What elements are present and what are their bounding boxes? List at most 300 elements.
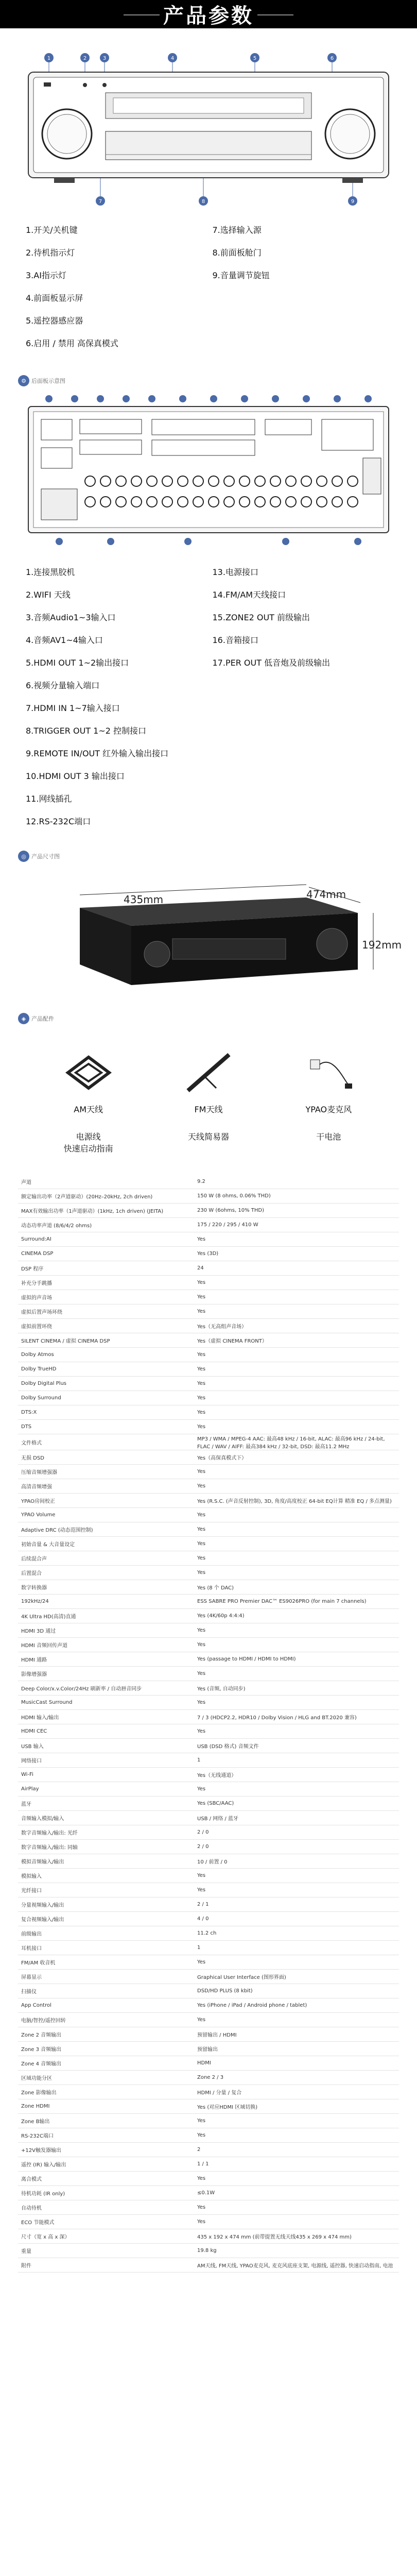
spec-key: USB 输入 <box>18 1739 194 1753</box>
spec-row <box>18 1869 399 1883</box>
spec-key: 光纤接口 <box>18 1883 194 1897</box>
spec-value: Yes <box>194 1479 399 1494</box>
callout-3: 3 <box>102 56 107 61</box>
spec-key: 数字音频输入/输出: 光纤 <box>18 1825 194 1840</box>
spec-key: 补充分手跳播 <box>18 1276 194 1290</box>
dimension-height: 192mm <box>362 939 402 951</box>
spec-value: Yes <box>194 1362 399 1377</box>
spec-row <box>18 1955 399 1970</box>
spec-row <box>18 1926 399 1941</box>
accessories-section-icon: ◈ <box>18 1013 29 1024</box>
spec-value: ESS SABRE PRO Premier DAC™ ES9026PRO (for main 7 channels) <box>194 1595 399 1609</box>
spec-value: AM天线, FM天线, YPAO麦克风, 麦克风底座支架, 电源线, 遥控器, 快速启动指南, 电池 <box>194 2258 399 2273</box>
spec-row <box>18 1797 399 1811</box>
front-legend-item: 6.启用 / 禁用 高保真模式 <box>26 338 118 348</box>
spec-value: Yes <box>194 1782 399 1797</box>
spec-row <box>18 1652 399 1667</box>
front-legend-item: 3.AI指示灯 <box>26 270 66 280</box>
spec-row <box>18 2042 399 2056</box>
spec-key: 附件 <box>18 2258 194 2273</box>
spec-row <box>18 1623 399 1638</box>
spec-row <box>18 1984 399 1998</box>
spec-row <box>18 1276 399 1290</box>
spec-key: DTS <box>18 1420 194 1434</box>
am-antenna-icon <box>58 1049 119 1096</box>
spec-key: DSP 程序 <box>18 1261 194 1276</box>
spec-key: HDMI 通路 <box>18 1652 194 1667</box>
spec-row <box>18 1232 399 1247</box>
rear-panel-header <box>18 370 399 391</box>
spec-value: 2 / 0 <box>194 1840 399 1854</box>
spec-value: Yes <box>194 1508 399 1522</box>
spec-row <box>18 1551 399 1566</box>
spec-row <box>18 1753 399 1768</box>
spec-key: 压缩音频增强器 <box>18 1465 194 1479</box>
spec-value: Yes <box>194 1623 399 1638</box>
spec-row <box>18 1638 399 1652</box>
spec-value: Yes <box>194 1566 399 1580</box>
page-header <box>0 0 417 28</box>
spec-key: HDMI CEC <box>18 1724 194 1739</box>
spec-key: 初始音量 & 大音量设定 <box>18 1537 194 1551</box>
spec-key: 音频输入模拟/输入 <box>18 1811 194 1825</box>
spec-value: Yes (passage to HDMI / HDMI to HDMI) <box>194 1652 399 1667</box>
spec-value: Yes (音频, 自动同步) <box>194 1681 399 1696</box>
spec-value: Yes（虚拟 CINEMA FRONT） <box>194 1333 399 1348</box>
spec-row <box>18 2172 399 2186</box>
spec-value: Yes <box>194 1537 399 1551</box>
spec-value: Yes (对应HDMI 区域切换) <box>194 2099 399 2114</box>
spec-value: Yes <box>194 1405 399 1420</box>
spec-value: Graphical User Interface (图形界面) <box>194 1970 399 1984</box>
spec-key: 影像增强器 <box>18 1667 194 1681</box>
rear-legend-item: 11.网线插孔 <box>26 794 72 804</box>
spec-value: Yes <box>194 1348 399 1362</box>
spec-value: Yes <box>194 1232 399 1247</box>
spec-row <box>18 1479 399 1494</box>
spec-key: HDMI 输入/输出 <box>18 1710 194 1724</box>
accessories-list <box>18 1029 399 1164</box>
spec-key: MAX有效输出功率（1声道驱动）(1kHz, 1ch driven) (JEITA) <box>18 1204 194 1218</box>
spec-row <box>18 1175 399 1189</box>
spec-value: Yes（无线通道） <box>194 1768 399 1782</box>
accessory-item <box>42 1049 135 1154</box>
spec-key: 前级输出 <box>18 1926 194 1941</box>
dimension-depth: 474mm <box>306 888 346 901</box>
spec-row <box>18 2229 399 2244</box>
accessories-header <box>18 1008 399 1029</box>
spec-key: App Control <box>18 1998 194 2013</box>
spec-key: 模拟音频输入/输出 <box>18 1854 194 1869</box>
callout-1: 1 <box>47 56 51 61</box>
accessory-name: YPAO麦克风 <box>305 1105 352 1114</box>
dimensions-section <box>18 846 402 1001</box>
spec-value: 10 / 前置 / 0 <box>194 1854 399 1869</box>
spec-value: Yes (R.S.C. (声音反射控制), 3D, 角度/高度校正 64-bit EQ计算 精准 EQ / 多点测量) <box>194 1494 399 1508</box>
spec-value: Yes <box>194 1883 399 1897</box>
spec-row <box>18 2143 399 2157</box>
spec-row <box>18 1710 399 1724</box>
spec-row <box>18 1465 399 1479</box>
spec-key: 扫描仪 <box>18 1984 194 1998</box>
spec-key: DTS:X <box>18 1405 194 1420</box>
spec-key: SILENT CINEMA / 虚拟 CINEMA DSP <box>18 1333 194 1348</box>
product-dimensions-image <box>18 867 399 995</box>
spec-row <box>18 1391 399 1405</box>
spec-row <box>18 1508 399 1522</box>
fm-antenna-icon <box>178 1049 239 1096</box>
spec-row <box>18 1362 399 1377</box>
spec-value: 11.2 ch <box>194 1926 399 1941</box>
spec-key: 额定输出功率（2声道驱动）(20Hz–20kHz, 2ch driven) <box>18 1189 194 1204</box>
accessory-item <box>282 1049 375 1154</box>
spec-key: YPAO房间校正 <box>18 1494 194 1508</box>
rear-legend-item: 10.HDMI OUT 3 输出接口 <box>26 771 125 781</box>
spec-row <box>18 2071 399 2085</box>
spec-value: Yes (8 个 DAC) <box>194 1580 399 1595</box>
spec-value: Yes (iPhone / iPad / Android phone / tablet) <box>194 1998 399 2013</box>
spec-value: Yes <box>194 1724 399 1739</box>
callout-7: 7 <box>98 199 102 205</box>
spec-value: Yes <box>194 1276 399 1290</box>
spec-key: 复合视频输入/输出 <box>18 1912 194 1926</box>
spec-key: Wi-Fi <box>18 1768 194 1782</box>
spec-value: 230 W (6ohms, 10% THD) <box>194 1204 399 1218</box>
spec-row <box>18 1609 399 1623</box>
rear-panel-section-label: 后面板示意图 <box>31 378 65 384</box>
spec-value: Yes <box>194 1391 399 1405</box>
spec-row <box>18 2027 399 2042</box>
spec-value: 150 W (8 ohms, 0.06% THD) <box>194 1189 399 1204</box>
rear-legend-item: 9.REMOTE IN/OUT 红外输入输出接口 <box>26 749 169 758</box>
spec-key: 网络接口 <box>18 1753 194 1768</box>
spec-value: Yes <box>194 1290 399 1304</box>
rear-legend-item: 13.电源接口 <box>212 567 258 577</box>
spec-key: 无损 DSD <box>18 1450 194 1465</box>
callout-9: 9 <box>351 199 355 205</box>
spec-row <box>18 2157 399 2172</box>
spec-key: Dolby Surround <box>18 1391 194 1405</box>
dimensions-section-label: 产品尺寸图 <box>31 853 60 860</box>
spec-value: Yes <box>194 2128 399 2143</box>
rear-legend-right <box>213 561 399 833</box>
spec-row <box>18 1377 399 1391</box>
spec-row <box>18 1290 399 1304</box>
spec-key: 电脑/智控/遥控回转 <box>18 2013 194 2027</box>
spec-key: 文件格式 <box>18 1434 194 1450</box>
spec-key: 声道 <box>18 1175 194 1189</box>
spec-value: HDMI / 分量 / 复合 <box>194 2085 399 2099</box>
ypao-microphone-icon <box>298 1049 359 1096</box>
spec-key: Adaptive DRC (动态范围控制) <box>18 1522 194 1537</box>
spec-table <box>18 1175 399 2273</box>
spec-value: HDMI <box>194 2056 399 2071</box>
front-legend-left <box>26 219 213 355</box>
spec-value: Yes <box>194 2215 399 2229</box>
accessories-section-label: 产品配件 <box>31 1015 54 1022</box>
spec-row <box>18 1420 399 1434</box>
spec-row <box>18 1319 399 1333</box>
rear-panel-legend <box>26 561 399 833</box>
spec-row <box>18 2244 399 2258</box>
spec-value: 9.2 <box>194 1175 399 1189</box>
spec-row <box>18 1566 399 1580</box>
spec-table-body <box>18 1175 399 2273</box>
spec-key: 高清音频增强 <box>18 1479 194 1494</box>
spec-row <box>18 1247 399 1261</box>
spec-row <box>18 1667 399 1681</box>
spec-row <box>18 1696 399 1710</box>
rear-legend-item: 16.音箱接口 <box>212 635 258 645</box>
spec-key: 区域功能分区 <box>18 2071 194 2085</box>
spec-row <box>18 1348 399 1362</box>
spec-key: HDMI 3D 通过 <box>18 1623 194 1638</box>
front-legend-item: 4.前面板显示屏 <box>26 293 83 303</box>
spec-value: Yes（无高组声音场） <box>194 1319 399 1333</box>
spec-key: Dolby Digital Plus <box>18 1377 194 1391</box>
header-decoration-right <box>257 14 293 15</box>
callout-4: 4 <box>170 56 175 61</box>
header-decoration-left <box>124 14 160 15</box>
spec-row <box>18 1912 399 1926</box>
spec-row <box>18 1998 399 2013</box>
dimensions-header <box>18 846 399 867</box>
spec-key: Zone HDMI <box>18 2099 194 2114</box>
spec-row <box>18 2056 399 2071</box>
spec-value: Yes（高保真模式下） <box>194 1450 399 1465</box>
spec-key: 数字转换器 <box>18 1580 194 1595</box>
spec-row <box>18 1434 399 1450</box>
accessory-sub: 天线简易器 <box>187 1132 229 1142</box>
accessory-sub: 干电池 <box>316 1132 341 1142</box>
spec-key: Dolby TrueHD <box>18 1362 194 1377</box>
rear-legend-item: 8.TRIGGER OUT 1~2 控制接口 <box>26 726 147 736</box>
spec-value: USB / 网络 / 蓝牙 <box>194 1811 399 1825</box>
spec-row <box>18 1537 399 1551</box>
spec-key: HDMI 音频回传声道 <box>18 1638 194 1652</box>
front-legend-item: 1.开关/关机键 <box>26 225 78 235</box>
front-legend-item: 8.前面板舱门 <box>212 248 262 258</box>
spec-key: 屏幕显示 <box>18 1970 194 1984</box>
spec-row <box>18 1261 399 1276</box>
spec-value: Yes <box>194 1551 399 1566</box>
spec-key: 虚拟后置声场环绕 <box>18 1304 194 1319</box>
spec-value: Yes <box>194 1869 399 1883</box>
spec-key: Zone 影像输出 <box>18 2085 194 2099</box>
spec-row <box>18 2186 399 2200</box>
rear-legend-item: 3.音频Audio1~3输入口 <box>26 613 116 622</box>
spec-key: Zone 4 音频输出 <box>18 2056 194 2071</box>
spec-row <box>18 1218 399 1232</box>
spec-value: 175 / 220 / 295 / 410 W <box>194 1218 399 1232</box>
spec-key: Surround:AI <box>18 1232 194 1247</box>
spec-row <box>18 2215 399 2229</box>
spec-key: ECO 节能模式 <box>18 2215 194 2229</box>
spec-value: ≤0.1W <box>194 2186 399 2200</box>
spec-value: Yes (3D) <box>194 1247 399 1261</box>
callout-2: 2 <box>83 56 87 61</box>
callout-6: 6 <box>330 56 334 61</box>
rear-legend-item: 6.视频分量输入端口 <box>26 681 100 690</box>
spec-key: 虚拟前置环绕 <box>18 1319 194 1333</box>
spec-row <box>18 1494 399 1508</box>
spec-value: Yes <box>194 1638 399 1652</box>
front-legend-item: 2.待机指示灯 <box>26 248 75 258</box>
spec-key: 耳机接口 <box>18 1941 194 1955</box>
spec-value: Yes <box>194 1955 399 1970</box>
spec-key: 待机功耗 (IR only) <box>18 2186 194 2200</box>
front-legend-item: 9.音量调节旋钮 <box>212 270 270 280</box>
spec-row <box>18 2099 399 2114</box>
spec-key: AirPlay <box>18 1782 194 1797</box>
spec-row <box>18 2128 399 2143</box>
page-title: 产品参数 <box>163 4 254 28</box>
dimensions-section-icon: ◎ <box>18 851 29 862</box>
spec-row <box>18 1405 399 1420</box>
spec-row <box>18 1681 399 1696</box>
spec-row <box>18 1897 399 1912</box>
spec-row <box>18 1941 399 1955</box>
spec-key: Dolby Atmos <box>18 1348 194 1362</box>
spec-value: 预留输出 <box>194 2042 399 2056</box>
spec-key: Zone 3 音频输出 <box>18 2042 194 2056</box>
spec-value: USB (DSD 格式) 音频文件 <box>194 1739 399 1753</box>
front-panel-illustration <box>18 52 399 206</box>
rear-legend-item: 15.ZONE2 OUT 前级输出 <box>212 613 310 622</box>
spec-row <box>18 1304 399 1319</box>
spec-key: 192kHz/24 <box>18 1595 194 1609</box>
spec-key: 分量视频输入/输出 <box>18 1897 194 1912</box>
spec-key: Zone 2 音频输出 <box>18 2027 194 2042</box>
callout-8: 8 <box>201 199 205 205</box>
spec-key: 模拟输入 <box>18 1869 194 1883</box>
spec-value: Yes <box>194 1465 399 1479</box>
spec-value: 2 <box>194 2143 399 2157</box>
rear-legend-item: 7.HDMI IN 1~7输入接口 <box>26 703 120 713</box>
front-legend-right <box>213 219 399 355</box>
spec-value: 1 <box>194 1753 399 1768</box>
spec-key: FM/AM 收音机 <box>18 1955 194 1970</box>
accessory-sub: 电源线 快速启动指南 <box>63 1132 113 1154</box>
spec-value: Yes (SBC/AAC) <box>194 1797 399 1811</box>
rear-legend-item: 2.WIFI 天线 <box>26 590 71 600</box>
callout-5: 5 <box>253 56 257 61</box>
front-panel-legend <box>26 219 399 355</box>
rear-panel-section <box>18 370 399 833</box>
front-legend-item: 5.遥控器感应器 <box>26 316 83 326</box>
spec-key: RS-232C端口 <box>18 2128 194 2143</box>
spec-key: Zone B输出 <box>18 2114 194 2128</box>
spec-row <box>18 1970 399 1984</box>
spec-value: 435 x 192 x 474 mm (前带提置无线天线435 x 269 x 474 mm) <box>194 2229 399 2244</box>
spec-value: MP3 / WMA / MPEG-4 AAC: 最高48 kHz / 16-bit, ALAC: 最高96 kHz / 24-bit, FLAC / WAV / AIFF: 最高384 kHz / 32-bit, DSD: 最高11.2 MHz <box>194 1434 399 1450</box>
spec-key: Deep Color/x.v.Color/24Hz 刷新率 / 自动唇音同步 <box>18 1681 194 1696</box>
spec-key: 遥控 (IR) 输入/输出 <box>18 2157 194 2172</box>
rear-legend-item: 4.音频AV1~4输入口 <box>26 635 103 645</box>
spec-row <box>18 1595 399 1609</box>
spec-row <box>18 1333 399 1348</box>
spec-value: Yes <box>194 1377 399 1391</box>
spec-value: DSD/HD PLUS (8 kbit) <box>194 1984 399 1998</box>
rear-legend-item: 14.FM/AM天线接口 <box>212 590 286 600</box>
spec-key: CINEMA DSP <box>18 1247 194 1261</box>
spec-value: 4 / 0 <box>194 1912 399 1926</box>
spec-row <box>18 1204 399 1218</box>
spec-row <box>18 1739 399 1753</box>
spec-key: 尺寸（宽 x 高 x 深） <box>18 2229 194 2244</box>
spec-value: Zone 2 / 3 <box>194 2071 399 2085</box>
spec-value: Yes <box>194 1420 399 1434</box>
spec-value: 2 / 1 <box>194 1897 399 1912</box>
spec-value: Yes <box>194 2172 399 2186</box>
accessory-name: FM天线 <box>194 1105 223 1114</box>
rear-legend-item: 12.RS-232C端口 <box>26 817 91 826</box>
spec-key: 后置混合 <box>18 1566 194 1580</box>
spec-row <box>18 1883 399 1897</box>
spec-value: Yes <box>194 1304 399 1319</box>
spec-row <box>18 1768 399 1782</box>
spec-row <box>18 1724 399 1739</box>
spec-row <box>18 1782 399 1797</box>
spec-key: 动态功率声道 (8/6/4/2 ohms) <box>18 1218 194 1232</box>
spec-row <box>18 2013 399 2027</box>
spec-value: 7 / 3 (HDCP2.2, HDR10 / Dolby Vision / HLG and BT.2020 兼容) <box>194 1710 399 1724</box>
spec-key: 4K Ultra HD(高清)直通 <box>18 1609 194 1623</box>
spec-value: 1 / 1 <box>194 2157 399 2172</box>
spec-value: 24 <box>194 1261 399 1276</box>
spec-value: 1 <box>194 1941 399 1955</box>
spec-value: 预留输出 / HDMI <box>194 2027 399 2042</box>
spec-row <box>18 1522 399 1537</box>
spec-key: 离合模式 <box>18 2172 194 2186</box>
spec-value: 2 / 0 <box>194 1825 399 1840</box>
spec-row <box>18 1825 399 1840</box>
spec-row <box>18 1811 399 1825</box>
rear-panel-illustration <box>18 391 399 551</box>
spec-row <box>18 1189 399 1204</box>
spec-value: Yes <box>194 2114 399 2128</box>
spec-key: 重量 <box>18 2244 194 2258</box>
rear-legend-left <box>26 561 213 833</box>
spec-row <box>18 1840 399 1854</box>
spec-row <box>18 2200 399 2215</box>
spec-key: 蓝牙 <box>18 1797 194 1811</box>
spec-row <box>18 1450 399 1465</box>
front-legend-item: 7.选择输入源 <box>212 225 262 235</box>
spec-row <box>18 1580 399 1595</box>
rear-legend-item: 17.PER OUT 低音炮及前级输出 <box>212 658 331 668</box>
spec-key: 虚拟的声音场 <box>18 1290 194 1304</box>
spec-key: YPAO Volume <box>18 1508 194 1522</box>
spec-key: +12V触发器输出 <box>18 2143 194 2157</box>
spec-value: 19.8 kg <box>194 2244 399 2258</box>
spec-row <box>18 2114 399 2128</box>
dimension-width: 435mm <box>124 893 164 906</box>
spec-key: MusicCast Surround <box>18 1696 194 1710</box>
rear-legend-item: 5.HDMI OUT 1~2输出接口 <box>26 658 129 668</box>
accessory-item <box>162 1049 255 1154</box>
accessories-section <box>18 1008 399 1164</box>
spec-key: 自动待机 <box>18 2200 194 2215</box>
spec-row <box>18 2085 399 2099</box>
spec-key: 后续混合声 <box>18 1551 194 1566</box>
spec-value: Yes <box>194 2200 399 2215</box>
spec-value: Yes <box>194 1696 399 1710</box>
front-panel-section <box>18 52 399 355</box>
spec-value: Yes <box>194 1522 399 1537</box>
spec-row <box>18 2258 399 2273</box>
rear-panel-section-icon: ⚙ <box>18 375 29 386</box>
